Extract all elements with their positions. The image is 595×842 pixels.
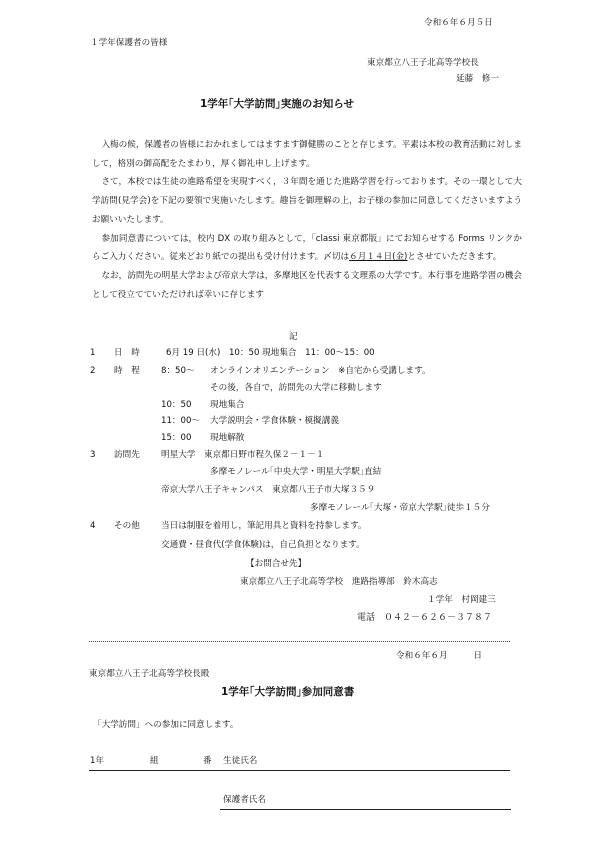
notice-title: 1学年｢大学訪問｣実施のお知らせ <box>200 98 354 110</box>
item-heading-other: その他 <box>114 521 140 531</box>
paragraph-universities: なお，訪問先の明星大学および帝京大学は，多摩地区を代表する文理系の大学です。本行事を進路学習の機会として役立てていただければ幸いに存じます <box>92 270 522 300</box>
contact-heading: 【お問合せ先】 <box>246 559 307 569</box>
contact-phone: 電話 ０４２－６２６－３７８７ <box>357 613 493 623</box>
contact-line: 東京都立八王子北高等学校 進路指導部 鈴木高志 <box>240 577 438 587</box>
consent-statement: 「大学訪問」への参加に同意します。 <box>93 720 239 730</box>
paragraph-greeting: 入梅の候，保護者の皆様におかれましてはますます御健勝のことと存じます。平素は本校の教育活動に対しまして，格別の御高配をたまわり，厚く御礼申し上げます。 <box>92 140 522 169</box>
schedule-time: 11：00～ <box>161 416 201 426</box>
item-number-3: 3 <box>90 450 96 460</box>
item-number-4: 4 <box>90 521 96 531</box>
consent-date: 令和６年６月 日 <box>396 651 482 661</box>
item-heading-destination: 訪問先 <box>114 450 140 460</box>
consent-title: 1学年｢大学訪問｣参加同意書 <box>221 686 355 698</box>
schedule-text: 大学説明会・学食体験・模擬講義 <box>210 416 339 426</box>
guardian-name-label: 保護者氏名 <box>223 795 266 805</box>
paragraph-purpose: さて，本校では生徒の進路希望を実現すべく，３年間を通じた進路学習を行っております。その一環として大学訪問(見学会)を下記の要領で実施いたします。趣旨を御理解の上，お子様の参加に同意してくださいますようお願いいたします。 <box>92 177 522 225</box>
destination-line: 多摩モノレール｢大塚・帝京大学駅｣徒歩１５分 <box>310 503 490 513</box>
item-value-datetime: 6月 19 日(水) 10：50 現地集合 11：00～15：00 <box>166 348 375 358</box>
item-heading-schedule: 時 程 <box>114 366 140 376</box>
destination-line: 多摩モノレール｢中央大学・明星大学駅｣直結 <box>210 467 382 477</box>
grade-label: 1年 <box>90 756 105 766</box>
item-number-2: 2 <box>90 366 96 376</box>
number-label: 番 <box>203 756 212 766</box>
student-name-label: 生徒氏名 <box>223 756 258 766</box>
schedule-text: オンラインオリエンテーション ※自宅から受講します。 <box>210 366 431 376</box>
consent-form-text: 参加同意書については，校内 DX の取り組みとして，「classi 東京都版」にてお知らせする Forms リンクからご入力ください。従来どおり紙での提出も受け付けます。〆切は <box>92 233 522 263</box>
schedule-note: その後，各自で，訪問先の大学に移動します <box>210 383 382 393</box>
sender-school: 東京都立八王子北高等学校長 <box>367 58 479 68</box>
cut-line <box>89 641 510 642</box>
sender-name: 延藤 修一 <box>456 74 499 84</box>
other-line: 当日は制服を着用し，筆記用具と資料を持参します。 <box>161 521 367 531</box>
destination-line: 帝京大学八王子キャンパス 東京都八王子市大塚３５９ <box>161 485 376 495</box>
schedule-time: 10：50 <box>161 400 192 410</box>
ki-heading: 記 <box>289 332 298 342</box>
contact-line: １学年 村岡建三 <box>427 595 496 605</box>
notice-body <box>92 136 522 304</box>
destination-line: 明星大学 東京都日野市程久保２－１－１ <box>161 450 325 460</box>
notice-date: 令和６年６月５日 <box>424 18 493 28</box>
schedule-time: 8：50～ <box>161 366 195 376</box>
schedule-text: 現地集合 <box>210 400 245 410</box>
class-label: 組 <box>150 756 159 766</box>
item-heading-datetime: 日 時 <box>114 348 140 358</box>
schedule-text: 現地解散 <box>210 433 245 443</box>
addressee: １学年保護者の皆様 <box>90 38 168 48</box>
consent-addressee: 東京都立八王子北高等学校長殿 <box>89 669 210 679</box>
consent-form-text-end: とさせていただきます。 <box>407 252 502 263</box>
student-signature-line <box>89 770 510 771</box>
item-number-1: 1 <box>90 348 96 358</box>
schedule-time: 15：00 <box>161 433 192 443</box>
other-line: 交通費・昼食代(学食体験)は，自己負担となります。 <box>161 540 365 550</box>
deadline: ６月１４日(金) <box>349 252 408 263</box>
paragraph-consent-form <box>92 230 522 267</box>
guardian-signature-line <box>220 809 511 810</box>
